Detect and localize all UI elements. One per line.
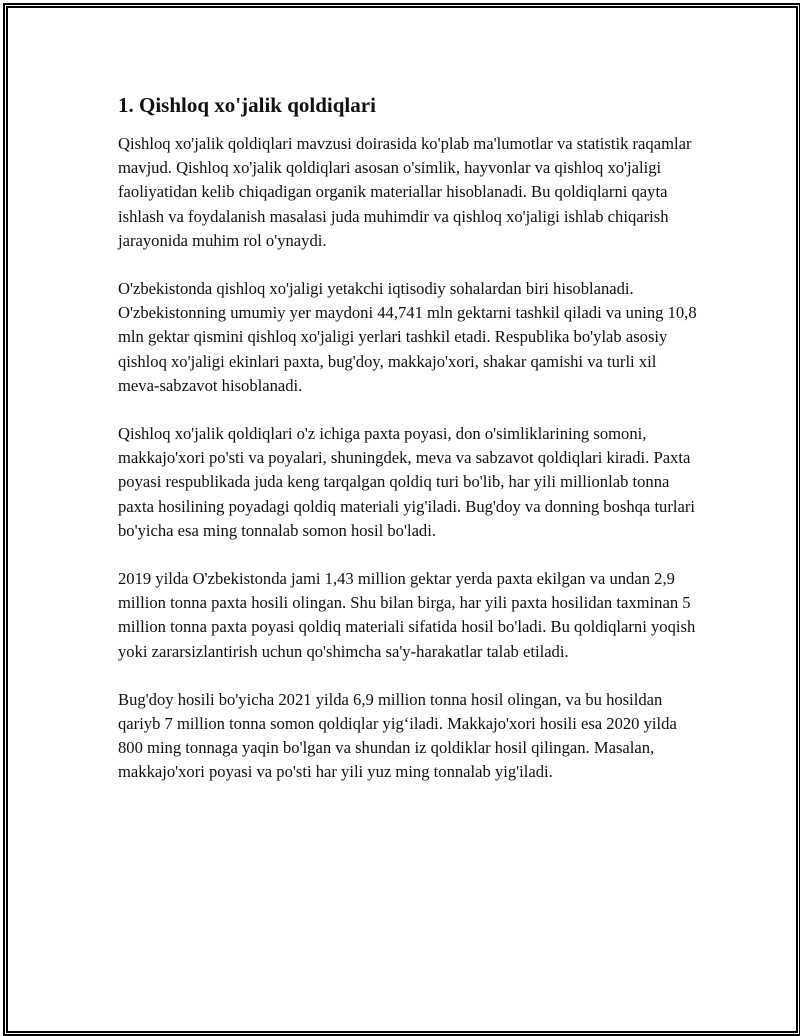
- paragraph-1: Qishloq xo'jalik qoldiqlari mavzusi doirasida ko'plab ma'lumotlar va statistik raqamlar mavjud. Qishloq xo'jalik qoldiqlari asosan o'simlik, hayvonlar va qishloq xo'jaligi faoliyatidan kelib chiqadigan organik materiallar hisoblanadi. Bu qoldiqlarni qayta ishlash va foydalanish masalasi juda muhimdir va qishloq xo'jaligi ishlab chiqarish jarayonida muhim rol o'ynaydi.: [118, 134, 692, 250]
- paragraph-2: O'zbekistonda qishloq xo'jaligi yetakchi iqtisodiy sohalardan biri hisoblanadi. O'zbekistonning umumiy yer maydoni 44,741 mln gektarni tashkil qiladi va uning 10,8 mln gektar qismini qishloq xo'jaligi yerlari tashkil etadi. Respublika bo'ylab asosiy qishloq xo'jaligi ekinlari paxta, bug'doy, makkajo'xori, shakar qamishi va turli xil meva-sabzavot hisoblanadi.: [118, 279, 697, 395]
- document-body: [118, 92, 698, 809]
- paragraph-5: Bug'doy hosili bo'yicha 2021 yilda 6,9 million tonna hosil olingan, va bu hosildan qariyb 7 million tonna somon qoldiqlar yig‘iladi. Makkajo'xori hosili esa 2020 yilda 800 ming tonnaga yaqin bo'lgan va shundan iz qoldiklar hosil qilingan. Masalan, makkajo'xori poyasi va po'sti har yili yuz ming tonnalab yig'iladi.: [118, 689, 677, 782]
- paragraph-3: Qishloq xo'jalik qoldiqlari o'z ichiga paxta poyasi, don o'simliklarining somoni, makkajo'xori po'sti va poyalari, shuningdek, meva va sabzavot qoldiqlari kiradi. Paxta poyasi respublikada juda keng tarqalgan qoldiq turi bo'lib, har yili millionlab tonna paxta hosilining poyadagi qoldiq materiali yig'iladi. Bug'doy va donning boshqa turlari bo'yicha esa ming tonnalab somon hosil bo'ladi.: [118, 424, 695, 540]
- paragraph-4: 2019 yilda O'zbekistonda jami 1,43 million gektar yerda paxta ekilgan va undan 2,9 million tonna paxta hosili olingan. Shu bilan birga, har yili paxta hosilidan taxminan 5 million tonna paxta poyasi qoldiq materiali sifatida hosil bo'ladi. Bu qoldiqlarni yoqish yoki zararsizlantirish uchun qo'shimcha sa'y-harakatlar talab etiladi.: [118, 569, 696, 661]
- section-heading: 1. Qishloq xo'jalik qoldiqlari: [118, 93, 376, 117]
